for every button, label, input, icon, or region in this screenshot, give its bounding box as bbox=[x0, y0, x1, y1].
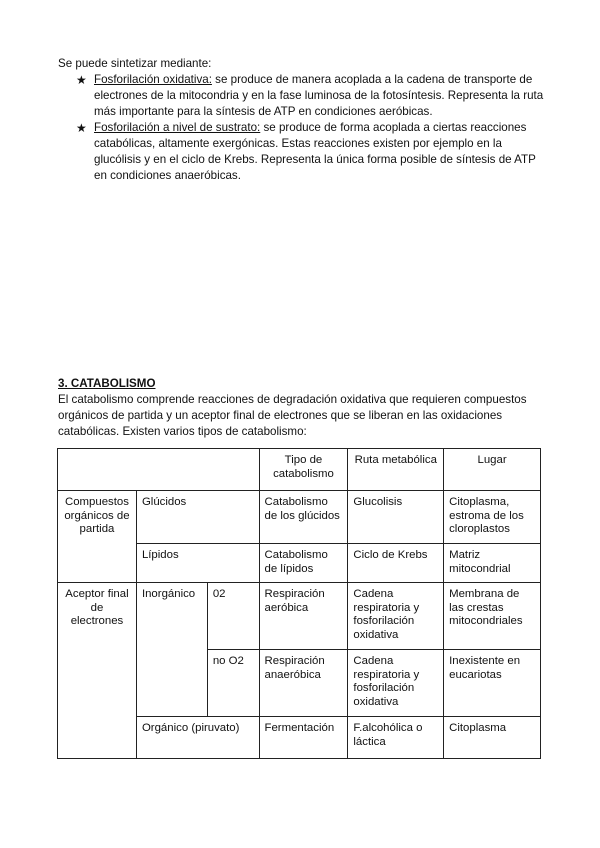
cell-lugar: Membrana de las crestas mitocondriales bbox=[444, 583, 541, 650]
cell-sub: Lípidos bbox=[136, 544, 259, 583]
cell-ruta: Glucolisis bbox=[348, 491, 444, 544]
cell-inorganico: Inorgánico bbox=[136, 583, 207, 717]
group-label-compuestos: Compuestos orgánicos de partida bbox=[58, 491, 137, 583]
cell-tipo: Catabolismo de lípidos bbox=[259, 544, 348, 583]
cell-ruta: Cadena respiratoria y fosforilación oxidativa bbox=[348, 583, 444, 650]
list-item-oxidative bbox=[58, 72, 548, 120]
cell-ruta: F.alcohólica o láctica bbox=[348, 717, 444, 759]
list-item-substrate bbox=[58, 120, 548, 184]
bullet-term: Fosforilación oxidativa: bbox=[94, 73, 212, 86]
header-ruta: Ruta metabólica bbox=[348, 449, 444, 491]
cell-sub: Glúcidos bbox=[136, 491, 259, 544]
cell-cond: 02 bbox=[207, 583, 259, 650]
cell-lugar: Citoplasma, estroma de los cloroplastos bbox=[444, 491, 541, 544]
section-title: 3. CATABOLISMO bbox=[58, 377, 156, 390]
section-paragraph: El catabolismo comprende reacciones de degradación oxidativa que requieren compuestos orgánicos de partida y un aceptor final de electrones que se liberan en las oxidaciones catabólicas. Existen varios tipos de catabolismo: bbox=[58, 393, 527, 438]
cell-lugar: Matriz mitocondrial bbox=[444, 544, 541, 583]
intro-block bbox=[58, 56, 548, 184]
cell-sub: Orgánico (piruvato) bbox=[136, 717, 259, 759]
bullet-text: se produce de forma acoplada a ciertas reacciones catabólicas, altamente exergónicas. Estas reacciones existen por ejemplo en la glucólisis y en el ciclo de Krebs. Representa la única forma posible de síntesis de ATP en condiciones anaeróbicas. bbox=[94, 121, 536, 182]
cell-tipo: Catabolismo de los glúcidos bbox=[259, 491, 348, 544]
header-lugar: Lugar bbox=[444, 449, 541, 491]
bullet-term: Fosforilación a nivel de sustrato: bbox=[94, 121, 261, 134]
cell-tipo: Fermentación bbox=[259, 717, 348, 759]
catabolism-table bbox=[57, 448, 541, 759]
cell-tipo: Respiración anaeróbica bbox=[259, 650, 348, 717]
cell-tipo: Respiración aeróbica bbox=[259, 583, 348, 650]
star-bullet-icon: ★ bbox=[76, 73, 87, 87]
atp-synthesis-list bbox=[58, 72, 548, 184]
star-bullet-icon: ★ bbox=[76, 121, 87, 135]
table-row bbox=[58, 583, 541, 650]
cell-ruta: Cadena respiratoria y fosforilación oxidativa bbox=[348, 650, 444, 717]
table-row bbox=[58, 491, 541, 544]
table-header-row bbox=[58, 449, 541, 491]
cell-lugar: Inexistente en eucariotas bbox=[444, 650, 541, 717]
cell-cond: no O2 bbox=[207, 650, 259, 717]
header-tipo: Tipo de catabolismo bbox=[259, 449, 348, 491]
bullet-text: se produce de manera acoplada a la cadena de transporte de electrones de la mitocondria y en la fase luminosa de la fotosíntesis. Representa la ruta más importante para la síntesis de ATP en condiciones aeróbicas. bbox=[94, 73, 544, 118]
intro-lead: Se puede sintetizar mediante: bbox=[58, 57, 212, 70]
catabolism-section bbox=[58, 376, 548, 440]
cell-lugar: Citoplasma bbox=[444, 717, 541, 759]
cell-ruta: Ciclo de Krebs bbox=[348, 544, 444, 583]
table-header-empty bbox=[58, 449, 260, 491]
group-label-aceptor: Aceptor final de electrones bbox=[58, 583, 137, 759]
